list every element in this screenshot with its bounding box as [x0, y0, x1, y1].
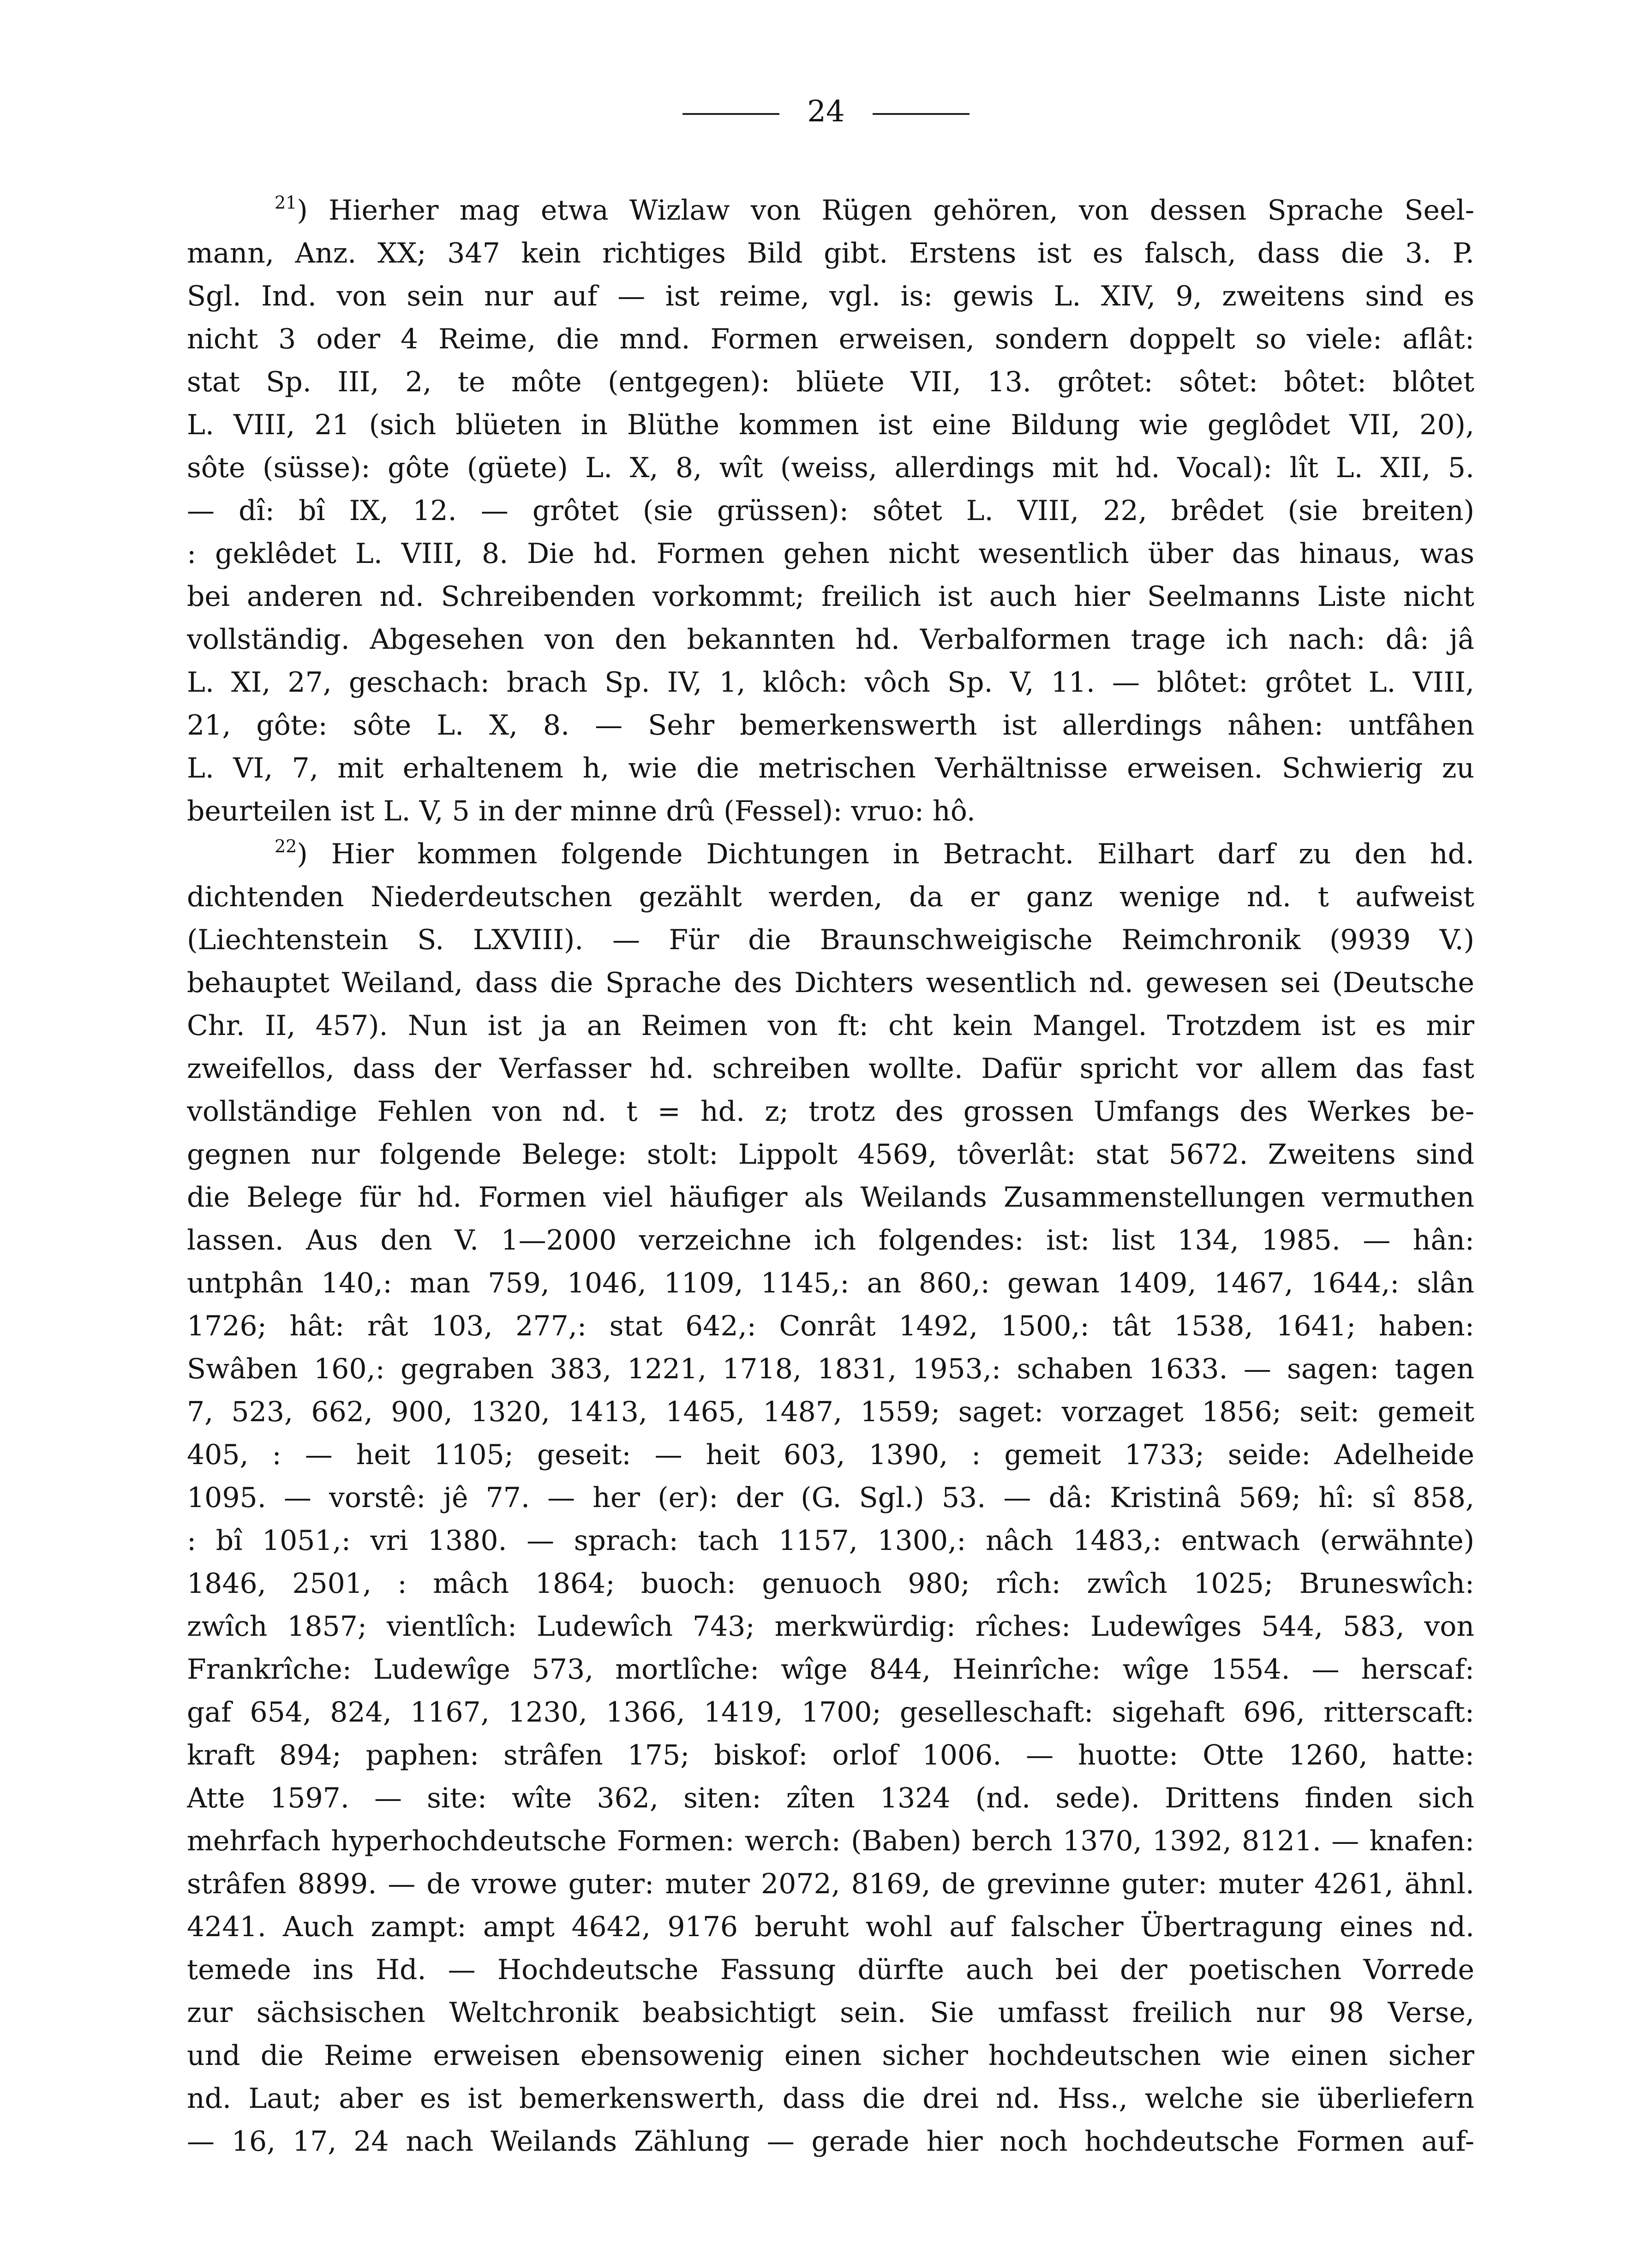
footnote-21-line: vollständig. Abgesehen von den bekannten hd. Verbalformen trage ich nach: dâ: jâ	[187, 623, 1474, 656]
page-number: 24	[807, 95, 845, 129]
footnote-21-line: 21, gôte: sôte L. X, 8. — Sehr bemerkenswerth ist allerdings nâhen: untfâhen	[187, 709, 1474, 742]
footnote-22-line: : bî 1051,: vri 1380. — sprach: tach 1157, 1300,: nâch 1483,: entwach (erwähnte)	[187, 1525, 1474, 1557]
footnote-22-marker: 22	[275, 836, 297, 856]
footnote-22-line: Frankrîche: Ludewîge 573, mortlîche: wîge 844, Heinrîche: wîge 1554. — herscaf:	[187, 1653, 1474, 1686]
header-rule-left	[682, 113, 779, 115]
footnote-text-block	[187, 189, 1474, 2163]
footnote-22-line: Swâben 160,: gegraben 383, 1221, 1718, 1831, 1953,: schaben 1633. — sagen: tagen	[187, 1353, 1474, 1385]
footnote-22-line: Chr. II, 457). Nun ist ja an Reimen von ft: cht kein Mangel. Trotzdem ist es mir	[187, 1010, 1474, 1042]
footnote-22-line: 405, : — heit 1105; geseit: — heit 603, 1390, : gemeit 1733; seide: Adelheide	[187, 1439, 1474, 1471]
footnote-22-line: strâfen 8899. — de vrowe guter: muter 2072, 8169, de grevinne guter: muter 4261, ähnl.	[187, 1868, 1474, 1900]
footnote-21-line: L. VIII, 21 (sich blüeten in Blüthe kommen ist eine Bildung wie geglôdet VII, 20),	[187, 409, 1474, 441]
footnote-21-line: : geklêdet L. VIII, 8. Die hd. Formen gehen nicht wesentlich über das hinaus, was	[187, 538, 1474, 570]
page-header	[0, 95, 1652, 129]
footnote-22-line: zweifellos, dass der Verfasser hd. schreiben wollte. Dafür spricht vor allem das fast	[187, 1053, 1474, 1085]
footnote-21-line: L. XI, 27, geschach: brach Sp. IV, 1, klôch: vôch Sp. V, 11. — blôtet: grôtet L. VIII,	[187, 666, 1474, 699]
footnote-21-marker: 21	[275, 192, 297, 213]
footnote-22-line: 1846, 2501, : mâch 1864; buoch: genuoch 980; rîch: zwîch 1025; Bruneswîch:	[187, 1567, 1474, 1600]
footnote-21-line: $^{21}$) Hierher mag etwa Wizlaw von Rügen gehören, von dessen Sprache Seel-	[275, 192, 1474, 227]
footnote-22-line: temede ins Hd. — Hochdeutsche Fassung dürfte auch bei der poetischen Vorrede	[187, 1954, 1474, 1986]
footnote-22-line: 1726; hât: rât 103, 277,: stat 642,: Conrât 1492, 1500,: tât 1538, 1641; haben:	[187, 1310, 1474, 1342]
footnote-22-line: und die Reime erweisen ebensowenig einen sicher hochdeutschen wie einen sicher	[187, 2040, 1474, 2072]
footnote-22-line: — 16, 17, 24 nach Weilands Zählung — gerade hier noch hochdeutsche Formen auf-	[187, 2125, 1474, 2158]
footnote-22-line: kraft 894; paphen: strâfen 175; biskof: orlof 1006. — huotte: Otte 1260, hatte:	[187, 1739, 1474, 1771]
footnote-21-line: bei anderen nd. Schreibenden vorkommt; freilich ist auch hier Seelmanns Liste nicht	[187, 580, 1474, 613]
footnote-21-line: mann, Anz. XX; 347 kein richtiges Bild gibt. Erstens ist es falsch, dass die 3. P.	[187, 237, 1474, 269]
footnote-21-line: Sgl. Ind. von sein nur auf — ist reime, vgl. is: gewis L. XIV, 9, zweitens sind es	[187, 280, 1474, 312]
footnote-22-line: zur sächsischen Weltchronik beabsichtigt sein. Sie umfasst freilich nur 98 Verse,	[187, 1997, 1474, 2029]
footnote-22-line: gaf 654, 824, 1167, 1230, 1366, 1419, 1700; geselleschaft: sigehaft 696, ritterscaft:	[187, 1696, 1474, 1729]
footnote-22-line: lassen. Aus den V. 1—2000 verzeichne ich folgendes: ist: list 134, 1985. — hân:	[187, 1224, 1474, 1256]
footnote-22-line: 4241. Auch zampt: ampt 4642, 9176 beruht wohl auf falscher Übertragung eines nd.	[187, 1911, 1474, 1943]
footnote-21-line: beurteilen ist L. V, 5 in der minne drû (Fessel): vruo: hô.	[187, 795, 976, 827]
footnote-22-line: mehrfach hyperhochdeutsche Formen: werch: (Baben) berch 1370, 1392, 8121. — knafen:	[187, 1825, 1474, 1857]
footnote-22-line: Atte 1597. — site: wîte 362, siten: zîten 1324 (nd. sede). Drittens finden sich	[187, 1782, 1474, 1814]
footnote-21-line: stat Sp. III, 2, te môte (entgegen): blüete VII, 13. grôtet: sôtet: bôtet: blôtet	[187, 366, 1474, 398]
footnote-21-line: nicht 3 oder 4 Reime, die mnd. Formen erweisen, sondern doppelt so viele: aflât:	[187, 323, 1474, 355]
footnote-22-line: vollständige Fehlen von nd. t = hd. z; trotz des grossen Umfangs des Werkes be-	[187, 1095, 1474, 1128]
footnote-21-line: sôte (süsse): gôte (güete) L. X, 8, wît (weiss, allerdings mit hd. Vocal): lît L. XII, 5.	[187, 452, 1474, 484]
footnote-21-line: — dî: bî IX, 12. — grôtet (sie grüssen): sôtet L. VIII, 22, brêdet (sie breiten)	[187, 495, 1474, 527]
footnote-22-line: $^{22}$) Hier kommen folgende Dichtungen in Betracht. Eilhart darf zu den hd.	[275, 836, 1474, 870]
footnote-22-line: untphân 140,: man 759, 1046, 1109, 1145,: an 860,: gewan 1409, 1467, 1644,: slân	[187, 1267, 1474, 1299]
footnote-22-line: 1095. — vorstê: jê 77. — her (er): der (G. Sgl.) 53. — dâ: Kristinâ 569; hî: sî 858,	[187, 1482, 1474, 1514]
footnote-22-line: zwîch 1857; vientlîch: Ludewîch 743; merkwürdig: rîches: Ludewîges 544, 583, von	[187, 1610, 1474, 1643]
footnote-22-line: dichtenden Niederdeutschen gezählt werden, da er ganz wenige nd. t aufweist	[187, 881, 1474, 913]
footnote-21-line: L. VI, 7, mit erhaltenem h, wie die metrischen Verhältnisse erweisen. Schwierig zu	[187, 752, 1474, 784]
header-rule-right	[873, 113, 970, 115]
footnote-22-line: 7, 523, 662, 900, 1320, 1413, 1465, 1487, 1559; saget: vorzaget 1856; seit: gemeit	[187, 1396, 1474, 1428]
footnote-22-line: nd. Laut; aber es ist bemerkenswerth, dass die drei nd. Hss., welche sie überliefern	[187, 2082, 1474, 2115]
footnote-22-line: (Liechtenstein S. LXVIII). — Für die Braunschweigische Reimchronik (9939 V.)	[187, 924, 1474, 956]
footnote-22-line: gegnen nur folgende Belege: stolt: Lippolt 4569, tôverlât: stat 5672. Zweitens sind	[187, 1138, 1474, 1171]
footnote-22-line: behauptet Weiland, dass die Sprache des Dichters wesentlich nd. gewesen sei (Deutsche	[187, 967, 1474, 999]
footnote-22-line: die Belege für hd. Formen viel häufiger als Weilands Zusammenstellungen vermuthen	[187, 1181, 1474, 1214]
